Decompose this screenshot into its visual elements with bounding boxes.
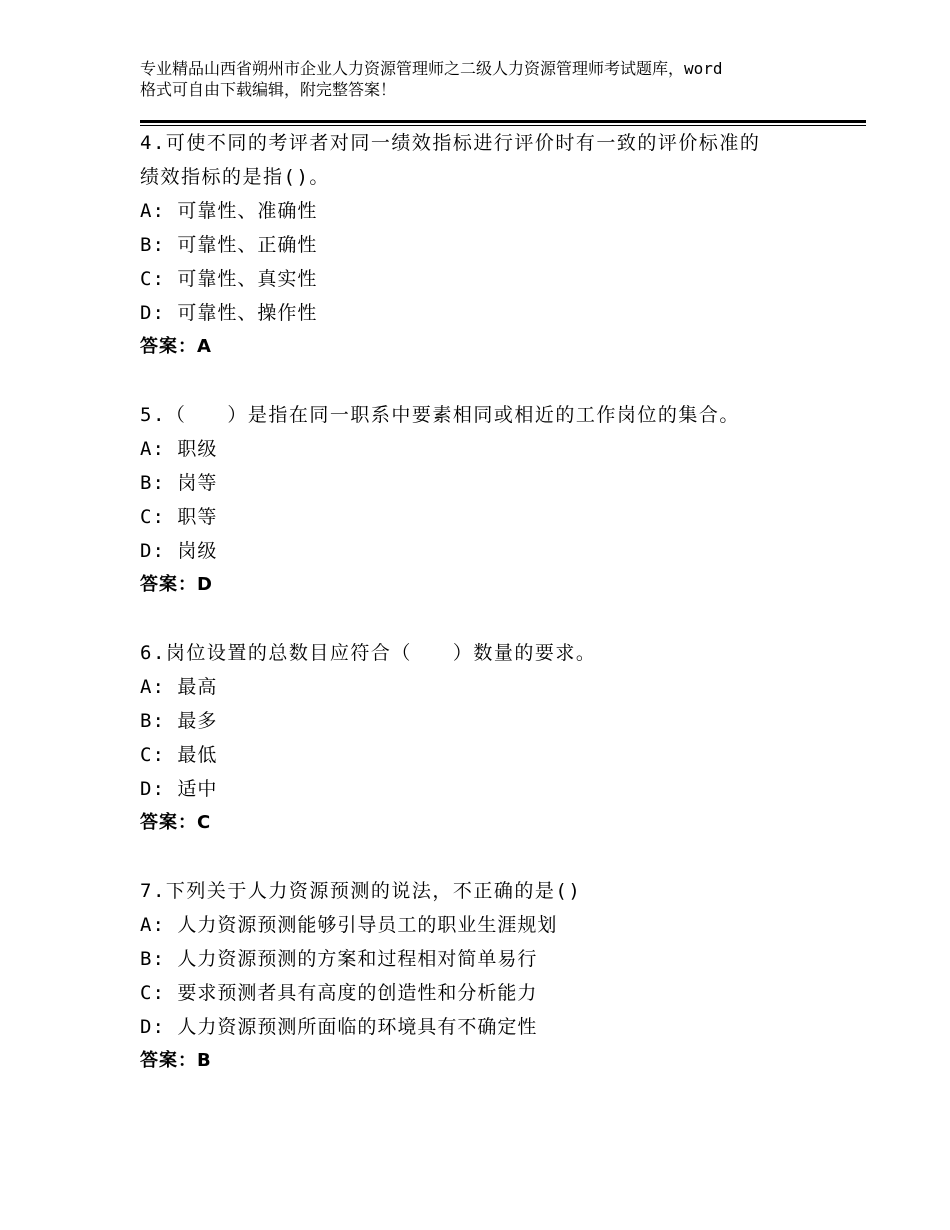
header-line-1: 专业精品山西省朔州市企业人力资源管理师之二级人力资源管理师考试题库，word xyxy=(140,59,723,78)
option-a: A: 职级 xyxy=(140,438,218,460)
question-stem: 绩效指标的是指()。 xyxy=(140,166,330,188)
answer-label: 答案：A xyxy=(140,336,212,357)
option-c: C: 职等 xyxy=(140,506,218,528)
answer-label: 答案：D xyxy=(140,574,213,595)
question-7 xyxy=(140,874,840,1078)
option-a: A: 最高 xyxy=(140,676,218,698)
option-d: D: 人力资源预测所面临的环境具有不确定性 xyxy=(140,1016,538,1038)
answer-label: 答案：B xyxy=(140,1050,212,1071)
question-6 xyxy=(140,636,840,840)
option-c: C: 最低 xyxy=(140,744,218,766)
option-d: D: 适中 xyxy=(140,778,218,800)
option-d: D: 可靠性、操作性 xyxy=(140,302,318,324)
question-5 xyxy=(140,398,840,602)
header-line-2: 格式可自由下载编辑，附完整答案！ xyxy=(140,80,397,99)
option-c: C: 要求预测者具有高度的创造性和分析能力 xyxy=(140,982,538,1004)
option-a: A: 人力资源预测能够引导员工的职业生涯规划 xyxy=(140,914,558,936)
question-stem: 4.可使不同的考评者对同一绩效指标进行评价时有一致的评价标准的 xyxy=(140,132,761,154)
question-stem: 5.（ ）是指在同一职系中要素相同或相近的工作岗位的集合。 xyxy=(140,404,740,426)
option-b: B: 岗等 xyxy=(140,472,218,494)
question-4 xyxy=(140,126,840,364)
answer-label: 答案：C xyxy=(140,812,212,833)
option-c: C: 可靠性、真实性 xyxy=(140,268,318,290)
question-stem: 7.下列关于人力资源预测的说法，不正确的是() xyxy=(140,880,582,902)
header-divider-thick xyxy=(140,120,866,123)
question-stem: 6.岗位设置的总数目应符合（ ）数量的要求。 xyxy=(140,642,597,664)
option-b: B: 可靠性、正确性 xyxy=(140,234,318,256)
option-b: B: 最多 xyxy=(140,710,218,732)
document-header xyxy=(140,58,840,100)
option-a: A: 可靠性、准确性 xyxy=(140,200,318,222)
option-d: D: 岗级 xyxy=(140,540,218,562)
option-b: B: 人力资源预测的方案和过程相对简单易行 xyxy=(140,948,538,970)
question-list xyxy=(140,126,840,1112)
